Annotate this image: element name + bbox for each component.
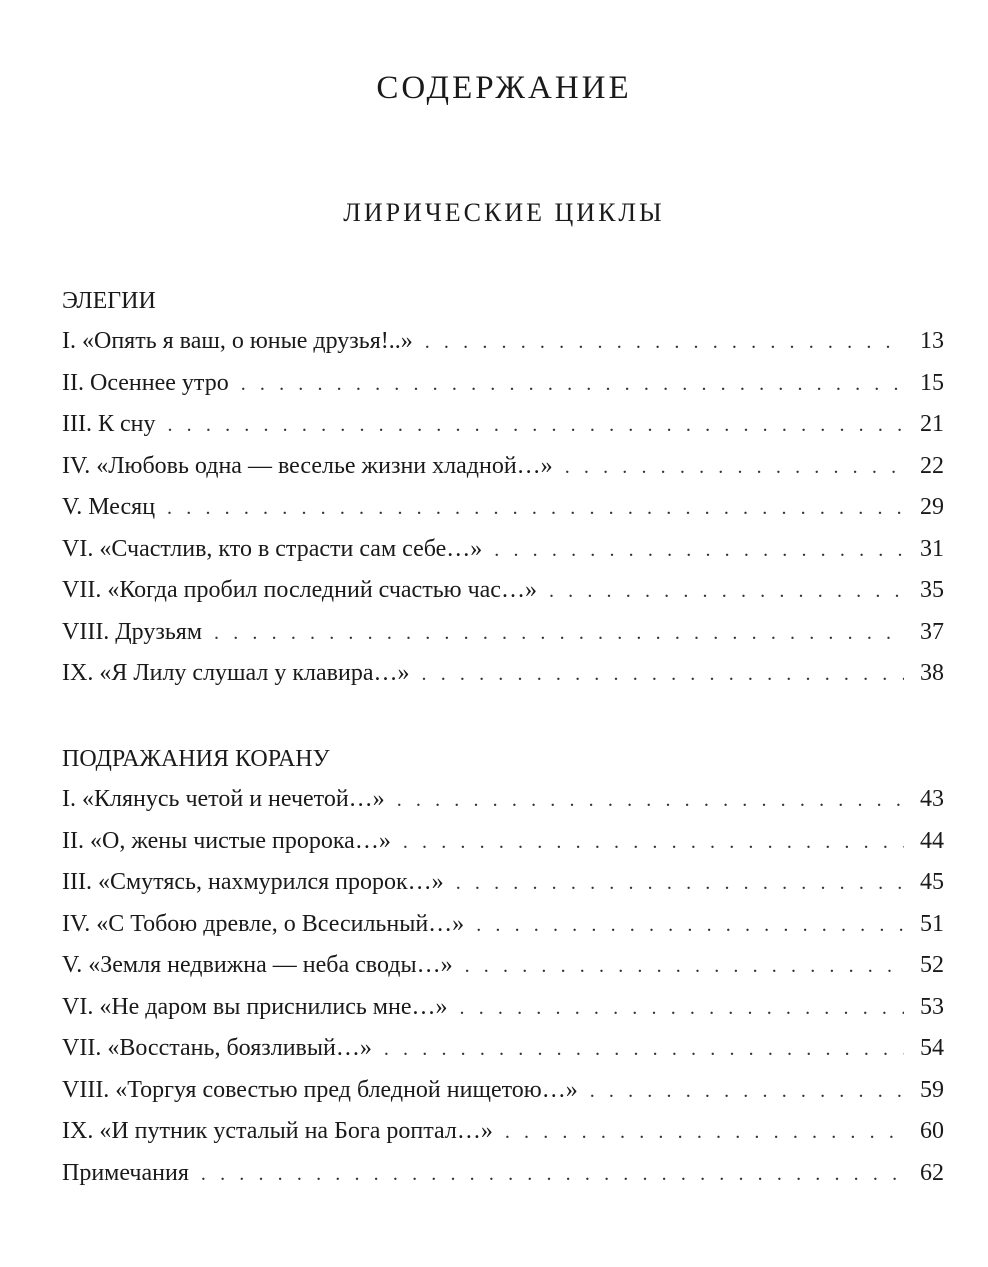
section-koran	[62, 739, 944, 1194]
entry-page: 38	[920, 660, 944, 686]
toc-entry[interactable]	[62, 529, 944, 571]
dot-leader	[456, 863, 904, 905]
entry-title: VI. «Счастлив, кто в страсти сам себе…»	[62, 535, 483, 562]
entry-title: III. «Смутясь, нахмурился пророк…»	[62, 869, 444, 895]
entry-title: VIII. Друзьям	[62, 618, 203, 645]
dot-leader	[167, 488, 904, 530]
entry-title: IV. «Любовь одна — веселье жизни хладной…»	[62, 452, 553, 479]
toc-entry[interactable]	[62, 570, 944, 612]
entry-page: 37	[920, 618, 944, 645]
toc-entry[interactable]	[62, 404, 944, 446]
toc-entry[interactable]	[62, 487, 944, 529]
entry-title: Примечания	[62, 1159, 189, 1186]
entry-title: I. «Опять я ваш, о юные друзья!..»	[62, 328, 413, 354]
entry-page: 51	[920, 910, 944, 937]
entry-title: IX. «Я Лилу слушал у клавира…»	[62, 660, 410, 686]
entry-title: VII. «Восстань, боязливый…»	[62, 1035, 372, 1061]
dot-leader	[384, 1029, 904, 1071]
entry-page: 15	[920, 369, 944, 396]
toc-entry[interactable]	[62, 1070, 944, 1112]
section-heading: ПОДРАЖАНИЯ КОРАНУ	[62, 746, 330, 772]
dot-leader	[565, 447, 904, 489]
toc-entry[interactable]	[62, 945, 944, 987]
dot-leader	[422, 654, 905, 696]
entry-page: 45	[920, 869, 944, 895]
toc-entry-notes[interactable]	[62, 1153, 944, 1195]
entry-title: II. «О, жены чистые пророка…»	[62, 827, 391, 854]
entry-title: IX. «И путник усталый на Бога роптал…»	[62, 1118, 493, 1144]
dot-leader	[425, 322, 904, 364]
entry-title: VIII. «Торгуя совестью пред бледной нищетою…»	[62, 1076, 578, 1103]
page-title: СОДЕРЖАНИЕ	[376, 70, 632, 106]
toc-entry[interactable]	[62, 779, 944, 821]
section-heading: ЭЛЕГИИ	[62, 288, 156, 314]
entry-title: I. «Клянусь четой и нечетой…»	[62, 786, 385, 812]
entry-page: 29	[920, 494, 944, 520]
toc-entry[interactable]	[62, 987, 944, 1029]
dot-leader	[214, 613, 904, 655]
dot-leader	[241, 364, 904, 406]
toc-entry[interactable]	[62, 862, 944, 904]
entry-page: 35	[920, 577, 944, 603]
toc-entry[interactable]	[62, 904, 944, 946]
toc-entry[interactable]	[62, 653, 944, 695]
section-elegies	[62, 281, 944, 695]
entry-page: 52	[920, 952, 944, 978]
dot-leader	[167, 405, 904, 447]
entry-title: V. «Земля недвижна — неба своды…»	[62, 952, 453, 978]
page-subtitle: ЛИРИЧЕСКИЕ ЦИКЛЫ	[343, 198, 665, 227]
entry-page: 60	[920, 1118, 944, 1144]
toc-entry[interactable]	[62, 363, 944, 405]
toc-entry[interactable]	[62, 321, 944, 363]
toc-entry[interactable]	[62, 446, 944, 488]
dot-leader	[549, 571, 904, 613]
toc-entry[interactable]	[62, 612, 944, 654]
entry-title: IV. «С Тобою древле, о Всесильный…»	[62, 910, 465, 937]
entry-title: II. Осеннее утро	[62, 369, 229, 396]
entry-page: 44	[920, 827, 944, 854]
dot-leader	[590, 1071, 904, 1113]
entry-page: 62	[920, 1159, 944, 1186]
entry-page: 54	[920, 1035, 944, 1061]
dot-leader	[465, 946, 904, 988]
entry-page: 53	[920, 993, 944, 1020]
toc-entry[interactable]	[62, 1111, 944, 1153]
dot-leader	[494, 530, 904, 572]
entry-page: 43	[920, 786, 944, 812]
entry-page: 22	[920, 452, 944, 479]
entry-title: VII. «Когда пробил последний счастью час…»	[62, 577, 537, 603]
entry-title: VI. «Не даром вы приснились мне…»	[62, 993, 448, 1020]
dot-leader	[460, 988, 905, 1030]
dot-leader	[505, 1112, 904, 1154]
entry-title: V. Месяц	[62, 494, 156, 520]
entry-page: 59	[920, 1076, 944, 1103]
entry-title: III. К сну	[62, 411, 156, 437]
entry-page: 13	[920, 328, 944, 354]
entry-page: 21	[920, 411, 944, 437]
toc-entry[interactable]	[62, 821, 944, 863]
dot-leader	[403, 822, 904, 864]
dot-leader	[397, 780, 904, 822]
dot-leader	[201, 1154, 904, 1196]
toc-entry[interactable]	[62, 1028, 944, 1070]
entry-page: 31	[920, 535, 944, 562]
dot-leader	[476, 905, 904, 947]
